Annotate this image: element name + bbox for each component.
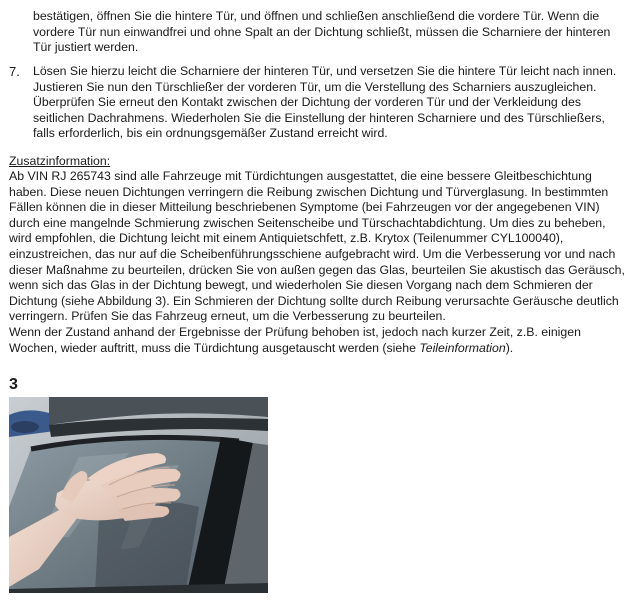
continuation-paragraph: bestätigen, öffnen Sie die hintere Tür, und öffnen und schließen anschließend die vordere Tür. Wenn die vordere Tür nun einwandfrei und ohne Spalt an der Dichtung schließt, müssen die Scharniere der hinteren Tür justiert werden.	[33, 9, 611, 55]
part-information-reference: Teileinformation	[419, 340, 506, 355]
figure-photo-hand-on-door-glass	[9, 397, 268, 593]
additional-info-paragraph-2	[9, 325, 629, 356]
figure-label: 3	[9, 376, 18, 393]
step-text: Lösen Sie hierzu leicht die Scharniere der hinteren Tür, und versetzen Sie die hintere Tür leicht nach innen. Justieren Sie nun den Türschließer der vorderen Tür, um die Verstellung des Scharniers auszugleichen. Überprüfen Sie erneut den Kontakt zwischen der Dichtung der vorderen Tür und der Verkleidung des seitlichen Dachrahmens. Wiederholen Sie die Einstellung der hinteren Scharniere und des Türschließers, falls erforderlich, bis ein ordnungsgemäßer Zustand erreicht wird.	[33, 64, 617, 141]
paragraph-2-prefix: Wenn der Zustand anhand der Ergebnisse der Prüfung behoben ist, jedoch nach kurzer Zeit, z.B. einigen Wochen, wieder auftritt, muss die Türdichtung ausgetauscht werden (siehe	[9, 324, 581, 355]
photo-illustration	[9, 397, 268, 593]
additional-info-body	[9, 169, 629, 356]
additional-info-heading: Zusatzinformation:	[9, 154, 111, 168]
step-number: 7.	[9, 64, 20, 79]
additional-info-paragraph-1: Ab VIN RJ 265743 sind alle Fahrzeuge mit Türdichtungen ausgestattet, die eine bessere Gleitbeschichtung haben. Diese neuen Dichtungen verringern die Reibung zwischen Dichtung und Türverglasung. In bestimmten Fällen können die in dieser Mitteilung beschriebenen Symptome (bei Fahrzeugen vor der angegebenen VIN) durch eine mangelnde Schmierung zwischen Seitenscheibe und Türschachtabdichtung. Um dies zu beheben, wird empfohlen, die Dichtung leicht mit einem Antiquietschfett, z.B. Krytox (Teilenummer CYL100040), einzustreichen, das nur auf die Scheibenführungsschiene aufgebracht wird. Um die Verbesserung vor und nach dieser Maßnahme zu beurteilen, drücken Sie von außen gegen das Glas, beurteilen Sie akustisch das Geräusch, wenn sich das Glas in der Dichtung bewegt, und wiederholen Sie diesen Vorgang nach dem Schmieren der Dichtung (siehe Abbildung 3). Ein Schmieren der Dichtung sollte durch Reibung verursachte Geräusche deutlich verringern. Prüfen Sie das Fahrzeug erneut, um die Verbesserung zu beurteilen.	[9, 169, 625, 324]
paragraph-2-suffix: ).	[505, 340, 514, 355]
